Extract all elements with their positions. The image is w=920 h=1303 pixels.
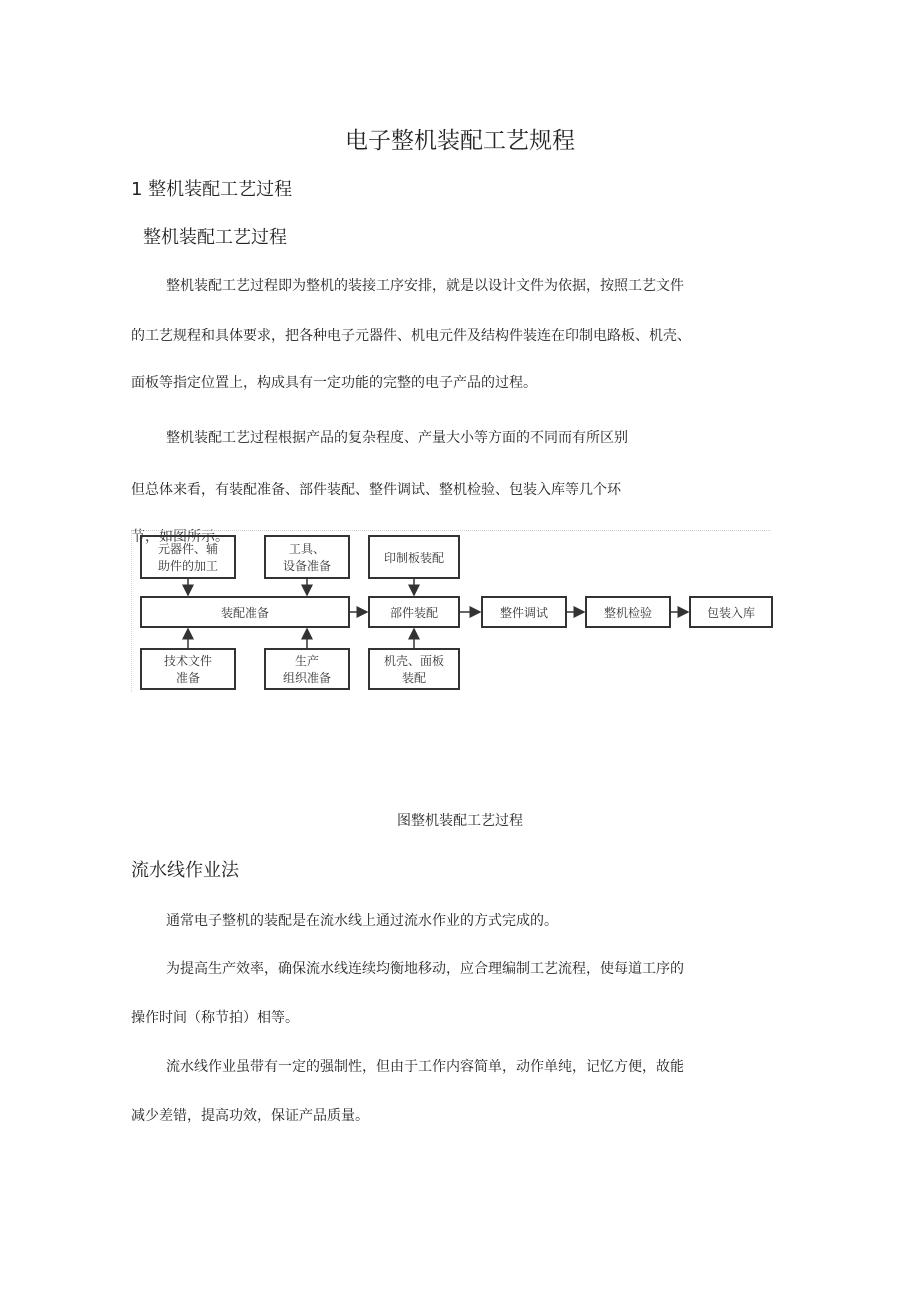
paragraph-line: 节，如图所示。 [131, 529, 229, 545]
tools-label-line1: 工具、 [288, 542, 326, 556]
figure-caption: 图整机装配工艺过程 [397, 813, 523, 829]
orgprep-label-line2: 组织准备 [282, 671, 332, 685]
prep-label: 装配准备 [220, 606, 270, 620]
document-title: 电子整机装配工艺规程 [345, 128, 575, 154]
orgprep-label-line1: 生产 [294, 654, 320, 668]
paragraph-line: 流水线作业虽带有一定的强制性，但由于工作内容简单，动作单纯，记忆方便，故能 [166, 1059, 684, 1075]
paragraph-line: 减少差错，提高功效，保证产品质量。 [131, 1108, 369, 1124]
pcb-label: 印制板装配 [383, 551, 445, 565]
section-heading-1: 1 整机装配工艺过程 [131, 179, 293, 200]
parts-label: 部件装配 [389, 606, 439, 620]
paragraph-line: 通常电子整机的装配是在流水线上通过流水作业的方式完成的。 [166, 913, 558, 929]
paragraph-line: 为提高生产效率，确保流水线连续均衡地移动，应合理编制工艺流程，使每道工序的 [166, 961, 684, 977]
paragraph-line: 整机装配工艺过程根据产品的复杂程度、产量大小等方面的不同而有所区别 [166, 430, 628, 446]
case-label-line2: 装配 [401, 671, 427, 685]
tools-label-line2: 设备准备 [282, 559, 332, 573]
paragraph-line: 面板等指定位置上，构成具有一定功能的完整的电子产品的过程。 [131, 375, 537, 391]
techdoc-label-line1: 技术文件 [163, 654, 213, 668]
paragraph-line: 操作时间（称节拍）相等。 [131, 1010, 299, 1026]
techdoc-label-line2: 准备 [175, 671, 201, 685]
paragraph-line: 整机装配工艺过程即为整机的装接工序安排，就是以设计文件为依据，按照工艺文件 [166, 278, 684, 294]
case-label-line1: 机壳、面板 [383, 654, 445, 668]
subsection-heading: 整机装配工艺过程 [143, 227, 287, 248]
debug-label: 整件调试 [499, 606, 549, 620]
components-label-line2: 助件的加工 [157, 559, 219, 573]
pack-label: 包装入库 [706, 606, 756, 620]
paragraph-line: 的工艺规程和具体要求，把各种电子元器件、机电元件及结构件装连在印制电路板、机壳、 [131, 328, 691, 344]
paragraph-line: 但总体来看，有装配准备、部件装配、整件调试、整机检验、包装入库等几个环 [131, 482, 621, 498]
components-label-line1: 元器件、辅 [157, 542, 219, 556]
inspect-label: 整机检验 [603, 606, 653, 620]
section-heading-2: 流水线作业法 [131, 860, 239, 881]
assembly-process-flowchart [131, 528, 776, 693]
